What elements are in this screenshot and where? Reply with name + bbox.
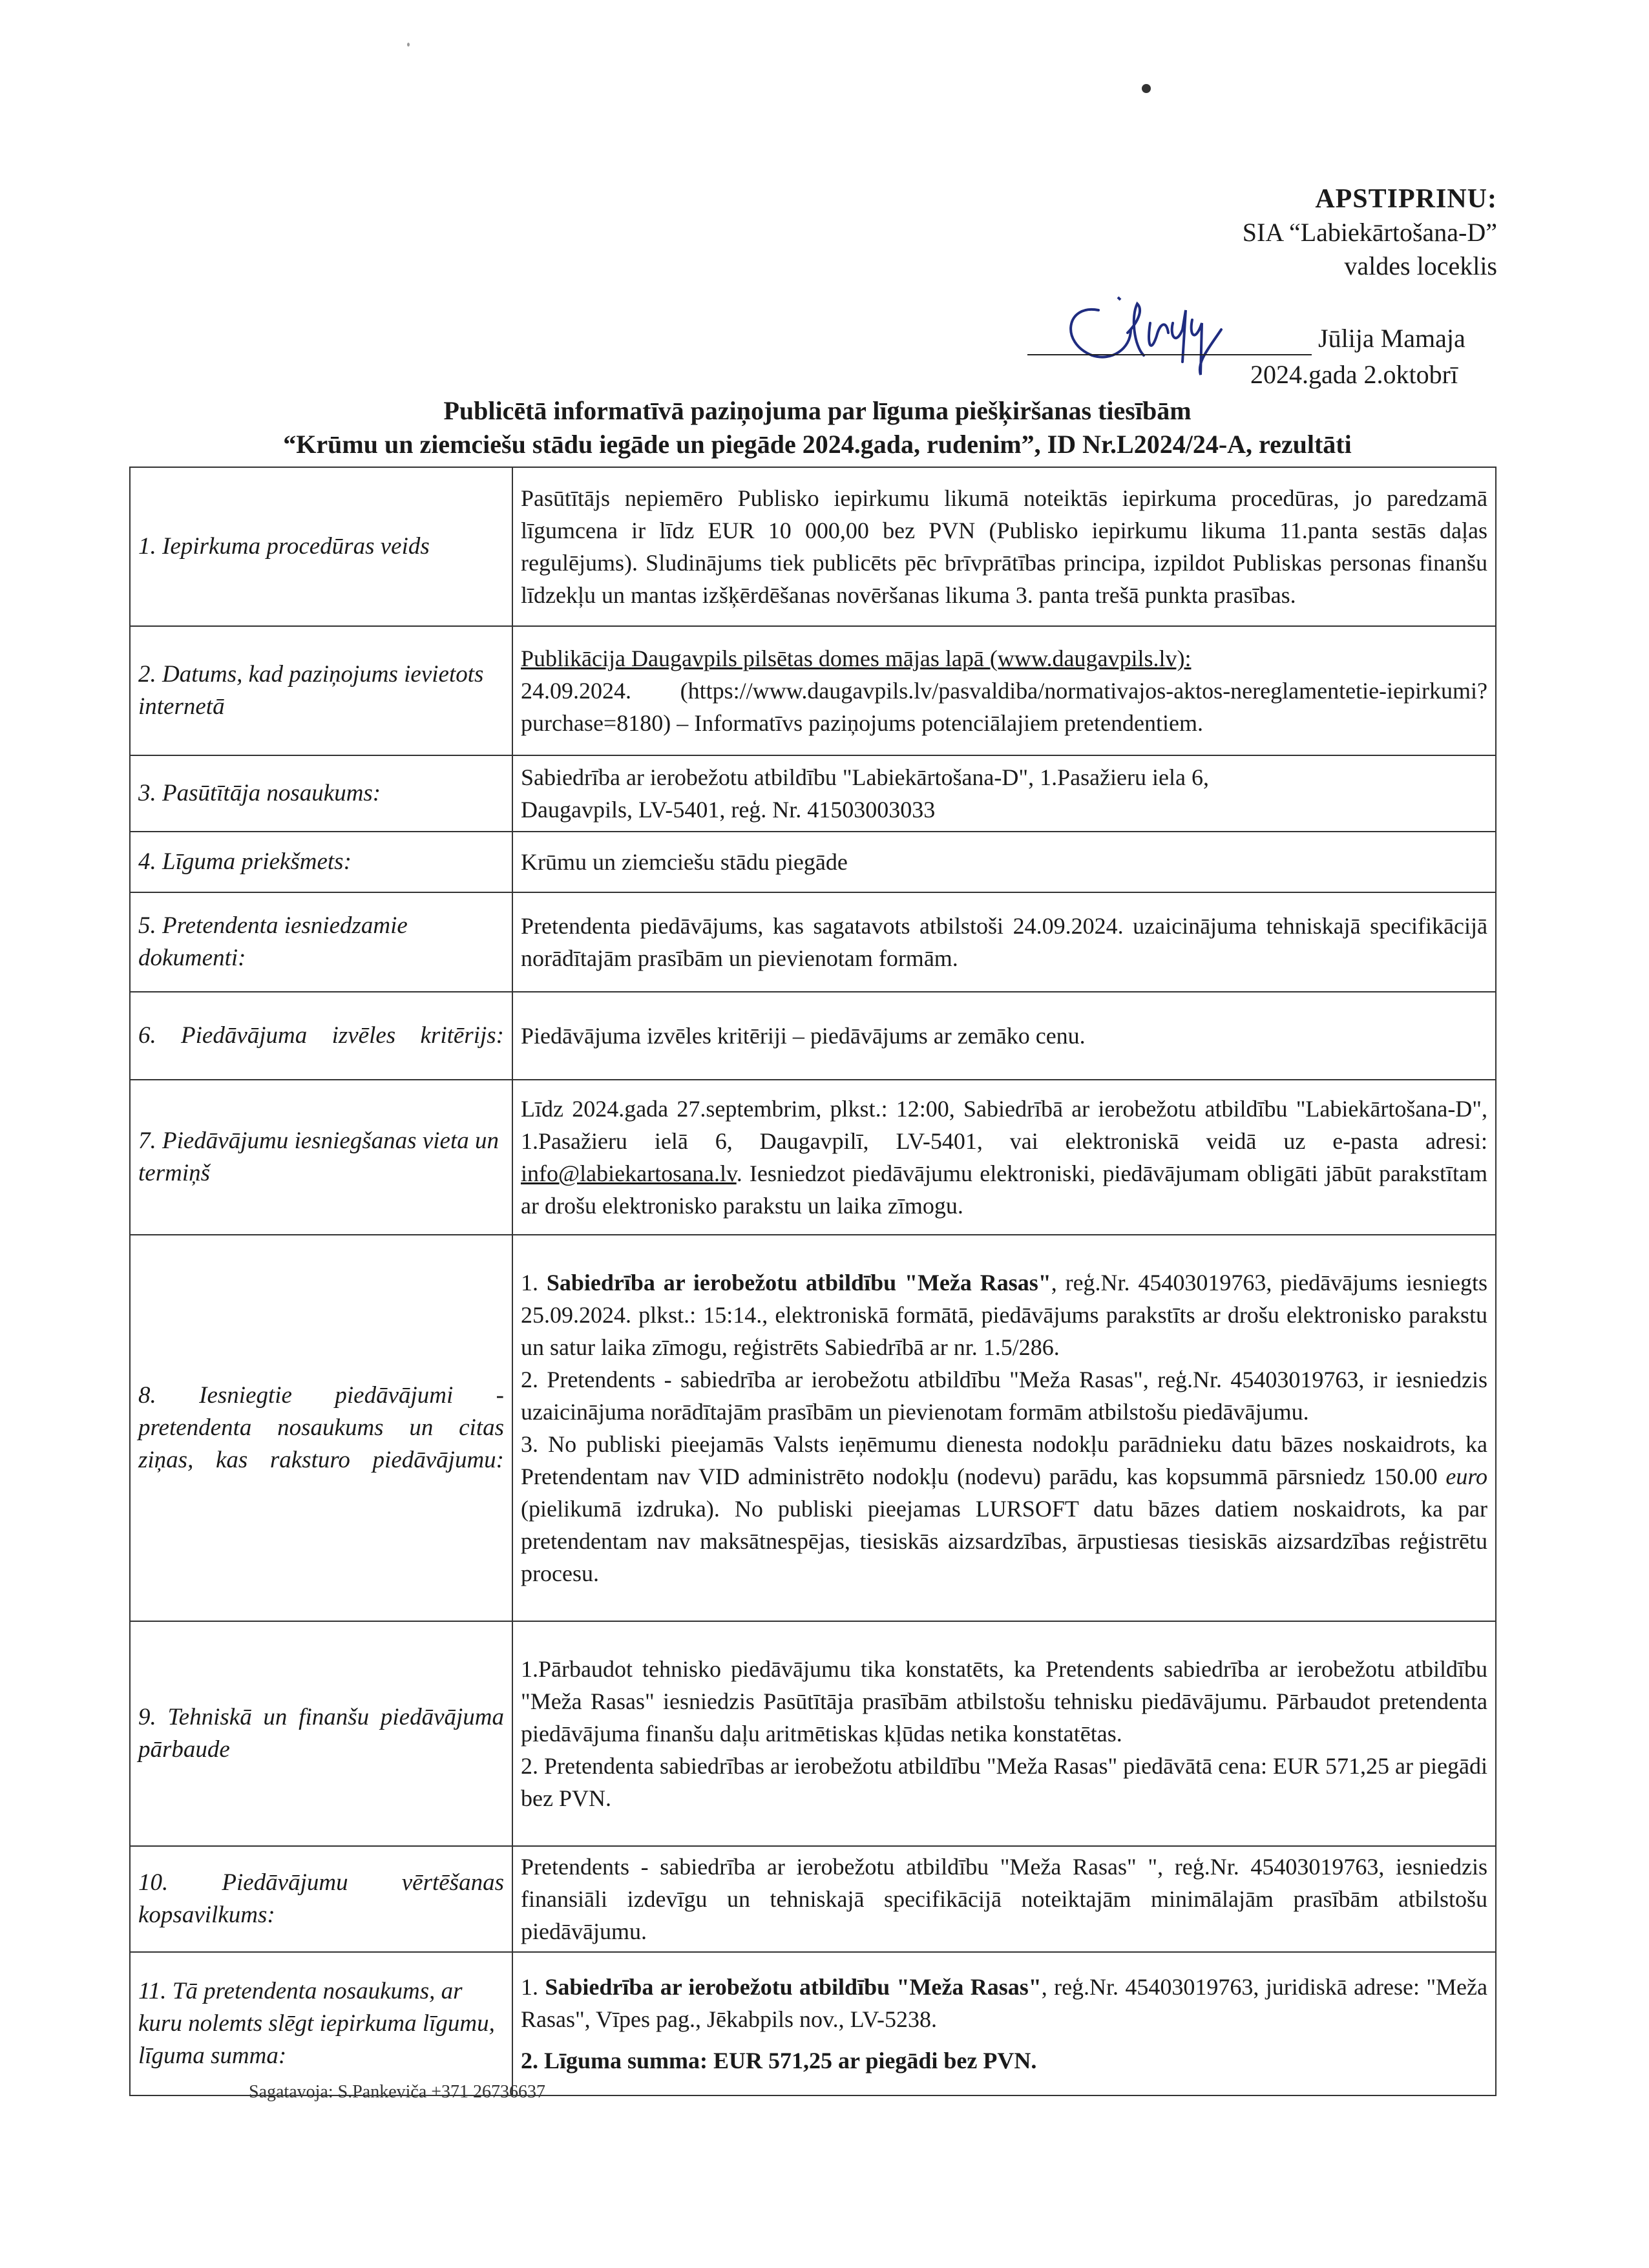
row-label: 10. Piedāvājumu vērtēšanas kopsavilkums:: [130, 1846, 512, 1952]
approval-company: SIA “Labiekārtošana-D”: [1242, 218, 1497, 247]
signer-name: Jūlija Mamaja: [1318, 324, 1465, 353]
row-label: 2. Datums, kad paziņojums ievietots internetā: [130, 626, 512, 755]
document-heading: [129, 394, 1506, 461]
table-row: [130, 832, 1496, 892]
table-row: [130, 626, 1496, 755]
table-row: [130, 755, 1496, 832]
publication-line: Publikācija Daugavpils pilsētas domes mājas lapā (www.daugavpils.lv):: [521, 646, 1192, 671]
row-value: [512, 1952, 1496, 2095]
row-value: [512, 1080, 1496, 1235]
row-label: 1. Iepirkuma procedūras veids: [130, 467, 512, 626]
row-value: Piedāvājuma izvēles kritēriji – piedāvājums ar zemāko cenu.: [512, 992, 1496, 1080]
heading-line-1: Publicētā informatīvā paziņojuma par līguma piešķiršanas tiesībām: [443, 396, 1192, 425]
table-row: [130, 467, 1496, 626]
approval-position: valdes loceklis: [1344, 251, 1497, 280]
table-row: [130, 1846, 1496, 1952]
row-label: 8. Iesniegtie piedāvājumi - pretendenta nosaukums un citas ziņas, kas raksturo piedāvājumu:: [130, 1235, 512, 1621]
table-row: [130, 892, 1496, 992]
row-value: [512, 755, 1496, 832]
check-point-1: 1.Pārbaudot tehnisko piedāvājumu tika konstatēts, ka Pretendents sabiedrība ar ierobežotu atbildību "Meža Rasas" iesniedzis Pasūtītāja prasībām atbilstošu tehnisku piedāvājumu. Pārbaudot pretendenta piedāvājuma finanšu daļu aritmētiskas kļūdas netika konstatētas.: [521, 1656, 1487, 1747]
row-label: 11. Tā pretendenta nosaukums, ar kuru nolemts slēgt iepirkuma līgumu, līguma summa:: [130, 1952, 512, 2095]
table-row: [130, 1080, 1496, 1235]
bidder-name: Sabiedrība ar ierobežotu atbildību "Meža Rasas": [546, 1270, 1051, 1296]
row-value: Pasūtītājs nepiemēro Publisko iepirkumu likumā noteiktās iepirkuma procedūras, jo paredzamā līgumcena ir līdz EUR 10 000,00 bez PVN (Publisko iepirkumu likuma 11.panta sestās daļas regulējums). Sludinājums tiek publicēts pēc brīvprātības principa, izpildot Publiskas personas finanšu līdzekļu un mantas izšķērdēšanas novēršanas likuma 3. panta trešā punkta prasības.: [512, 467, 1496, 626]
approval-date: 2024.gada 2.oktobrī: [1250, 360, 1458, 389]
table-row: [130, 992, 1496, 1080]
offer-point-2: 2. Pretendents - sabiedrība ar ierobežotu atbildību "Meža Rasas", reģ.Nr. 45403019763, ir iesniedzis uzaicinājuma norādītajām prasībām un pievienotam formām atbilstošu piedāvājumu.: [521, 1367, 1487, 1425]
check-point-2: 2. Pretendenta sabiedrības ar ierobežotu atbildību "Meža Rasas" piedāvātā cena: EUR 571,25 ar piegādi bez PVN.: [521, 1753, 1487, 1811]
row-label: 4. Līguma priekšmets:: [130, 832, 512, 892]
deadline-text-a: Līdz 2024.gada 27.septembrim, plkst.: 12:00, Sabiedrībā ar ierobežotu atbildību "Labiekārtošana-D", 1.Pasažieru ielā 6, Daugavpilī, LV-5401, vai elektroniskā veidā uz e-pasta adresi:: [521, 1096, 1487, 1154]
contract-sum: 2. Līguma summa: EUR 571,25 ar piegādi bez PVN.: [521, 2048, 1037, 2074]
winner-point-1: 1. Sabiedrība ar ierobežotu atbildību "Meža Rasas", reģ.Nr. 45403019763, juridiskā adrese: "Meža Rasas", Vīpes pag., Jēkabpils nov., LV-5238.: [521, 1974, 1487, 2032]
customer-line-1: Sabiedrība ar ierobežotu atbildību "Labiekārtošana-D", 1.Pasažieru iela 6,: [521, 764, 1209, 790]
table-row: [130, 1952, 1496, 2095]
deadline-text-b: . Iesniedzot piedāvājumu elektroniski, piedāvājumam obligāti jābūt parakstītam ar drošu elektronisko parakstu un laika zīmogu.: [521, 1160, 1487, 1219]
table-row: [130, 1235, 1496, 1621]
row-value: [512, 1235, 1496, 1621]
results-table: [129, 467, 1497, 2096]
table-row: [130, 1621, 1496, 1846]
row-value: [512, 1621, 1496, 1846]
prepared-by: Sagatavoja: S.Pankeviča +371 26736637: [249, 2082, 546, 2102]
approval-title: APSTIPRINU:: [1315, 184, 1497, 214]
row-value: [512, 626, 1496, 755]
winner-name: Sabiedrība ar ierobežotu atbildību "Meža Rasas": [545, 1974, 1042, 2000]
row-value: Krūmu un ziemciešu stādu piegāde: [512, 832, 1496, 892]
publication-link-text: 24.09.2024. (https://www.daugavpils.lv/pasvaldiba/normativajos-aktos-nereglamentetie-iepirkumi?purchase=8180) – Informatīvs paziņojums potenciālajiem pretendentiem.: [521, 678, 1487, 736]
row-label: 3. Pasūtītāja nosaukums:: [130, 755, 512, 832]
row-value: Pretendents - sabiedrība ar ierobežotu atbildību "Meža Rasas" ", reģ.Nr. 45403019763, iesniedzis finansiāli izdevīgu un tehniskajā specifikācijā noteiktajām minimālajām prasībām atbilstošu piedāvājumu.: [512, 1846, 1496, 1952]
row-label: 5. Pretendenta iesniedzamie dokumenti:: [130, 892, 512, 992]
email-link[interactable]: info@labiekartosana.lv: [521, 1160, 737, 1186]
row-label: 6. Piedāvājuma izvēles kritērijs:: [130, 992, 512, 1080]
offer-point-3: 3. No publiski pieejamās Valsts ieņēmumu dienesta nodokļu parādnieku datu bāzes noskaidrots, ka Pretendentam nav VID administrēto nodokļu (nodevu) parādu, kas kopsummā pārsniedz 150.00 euro (pielikumā izdruka). No publiski pieejamas LURSOFT datu bāzes datiem noskaidrots, ka par pretendentam nav maksātnespējas, tiesiskās aizsardzības, ārpustiesas tiesiskās aizsardzības reģistrētu procesu.: [521, 1431, 1487, 1586]
customer-line-2: Daugavpils, LV-5401, reģ. Nr. 41503003033: [521, 797, 936, 823]
scan-dot: [1142, 84, 1151, 93]
offer-point-1: 1. Sabiedrība ar ierobežotu atbildību "Meža Rasas", reģ.Nr. 45403019763, piedāvājums iesniegts 25.09.2024. plkst.: 15:14., elektroniskā formātā, piedāvājums parakstīts ar drošu elektronisko parakstu un satur laika zīmogu, reģistrēts Sabiedrībā ar nr. 1.5/286.: [521, 1270, 1487, 1360]
row-label: 9. Tehniskā un finanšu piedāvājuma pārbaude: [130, 1621, 512, 1846]
row-label: 7. Piedāvājumu iesniegšanas vieta un termiņš: [130, 1080, 512, 1235]
approval-block: [1243, 182, 1497, 283]
row-value: Pretendenta piedāvājums, kas sagatavots atbilstoši 24.09.2024. uzaicinājuma tehniskajā specifikācijā norādītajām prasībām un pievienotam formām.: [512, 892, 1496, 992]
heading-line-2: “Krūmu un ziemciešu stādu iegāde un piegāde 2024.gada, rudenim”, ID Nr.L2024/24-A, rezultāti: [283, 430, 1352, 459]
signature-line: [1027, 354, 1312, 355]
scan-dot: [407, 43, 410, 47]
